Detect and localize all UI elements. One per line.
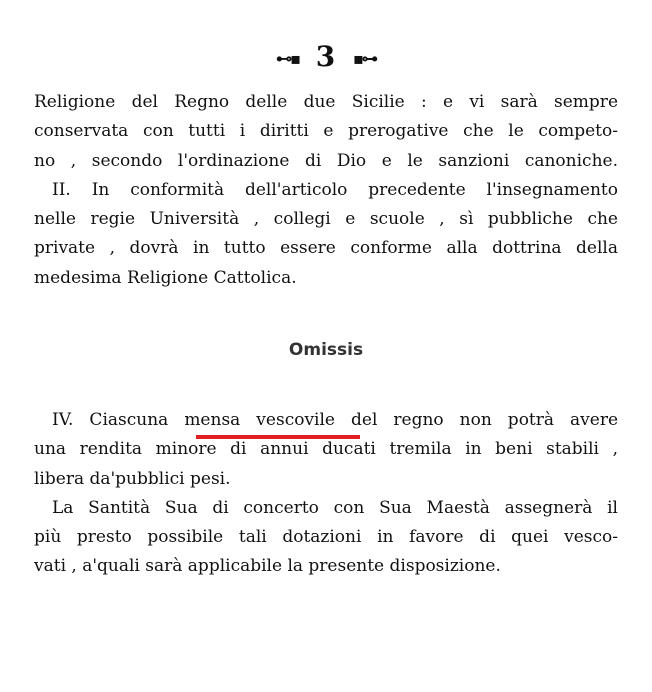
paragraph-line: libera da'pubblici pesi. [34,468,231,489]
paragraph-line: La Santità Sua di concerto con Sua Maestà assegnerà il [52,497,618,518]
page-header [0,40,652,73]
paragraph-line: conservata con tutti i diritti e prerogative che le competo- [34,121,618,142]
paragraph-line: no , secondo l'ordinazione di Dio e le sanzioni canoniche. [34,150,618,171]
paragraph-line: vati , a'quali sarà applicabile la presente disposizione. [34,556,501,577]
paragraph-line: nelle regie Università , collegi e scuole , sì pubbliche che [34,209,618,230]
text-lower [34,406,618,582]
page-number: 3 [315,40,337,73]
article-iv-after: del regno non potrà avere [351,410,619,430]
paragraph-line: medesima Religione Cattolica. [34,267,297,288]
article-iv-line [34,406,618,435]
paragraph-line: Religione del Regno delle due Sicilie : e vi sarà sempre [34,92,618,112]
paragraph-line: più presto possibile tali dotazioni in favore di quei vesco- [34,527,618,548]
paragraph-line: private , dovrà in tutto essere conforme alla dottrina della [34,238,618,259]
paragraph-line: una rendita minore di annui ducati tremila in beni stabili , [34,439,618,460]
right-ornament: ▪⊶ [352,49,376,68]
article-iv-before: IV. Ciascuna [52,410,185,430]
left-ornament: ⊷▪ [276,49,299,68]
article-ii-line: II. In conformità dell'articolo precedente l'insegnamento [52,179,618,200]
red-underline-annotation [196,435,360,439]
text-upper [34,88,618,293]
omissis-label: Omissis [288,340,364,360]
highlighted-phrase: mensa vescovile [184,410,352,430]
